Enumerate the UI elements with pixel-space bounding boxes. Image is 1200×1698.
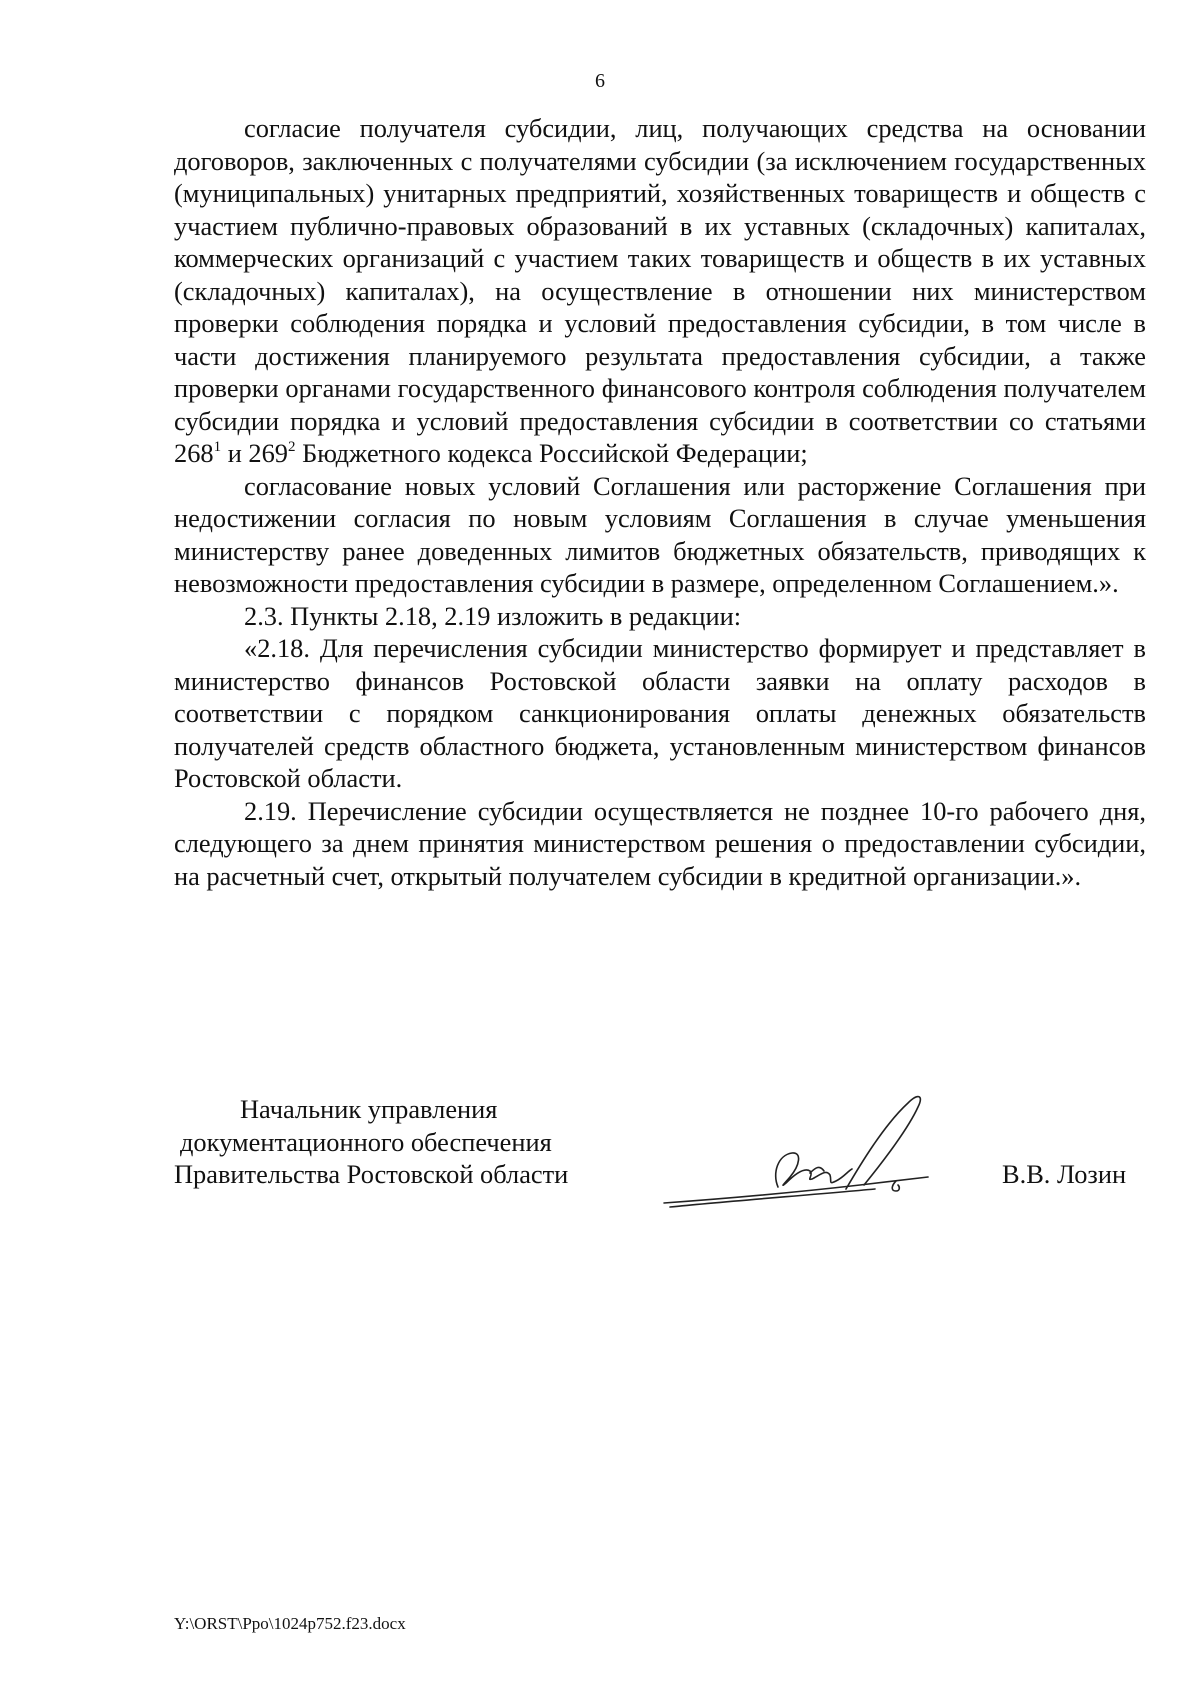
paragraph-clause-2-18: «2.18. Для перечисления субсидии министерство формирует и представляет в министерство финансов Ростовской области заявки на оплату расходов в соответствии с порядком санкционирования оплаты денежных обязательств получателей средств областного бюджета, установленным министерством финансов Ростовской области.	[174, 633, 1146, 793]
paragraph-amendment-2-3: 2.3. Пункты 2.18, 2.19 изложить в редакции:	[244, 600, 742, 631]
document-body	[174, 112, 1146, 892]
paragraph-clause-2-19: 2.19. Перечисление субсидии осуществляется не позднее 10-го рабочего дня, следующего за днем принятия министерством решения о предоставлении субсидии, на расчетный счет, открытый получателем субсидии в кредитной организации.».	[174, 795, 1146, 891]
signatory-title-line-2: документационного обеспечения	[180, 1126, 552, 1157]
signatory-title	[174, 1093, 568, 1191]
superscript-1: 1	[213, 439, 222, 455]
signatory-name: В.В. Лозин	[1002, 1159, 1127, 1189]
footer-file-path: Y:\ORST\Ppo\1024p752.f23.docx	[174, 1614, 406, 1633]
paragraph-agreement-terms: согласование новых условий Соглашения или расторжение Соглашения при недостижении согласия по новым условиям Соглашения в случае уменьшения министерству ранее доведенных лимитов бюджетных обязательств, приводящих к невозможности предоставления субсидии в размере, определенном Соглашением.».	[174, 470, 1146, 598]
superscript-2: 2	[288, 439, 296, 455]
paragraph-consent-tail: Бюджетного кодекса Российской Федерации;	[295, 438, 808, 468]
handwritten-signature	[660, 1085, 950, 1210]
paragraph-consent-mid: и 269	[221, 438, 288, 468]
paragraph-consent	[174, 112, 1146, 470]
page-number: 6	[595, 70, 605, 92]
signatory-title-line-3: Правительства Ростовской области	[174, 1159, 569, 1189]
signatory-title-line-1: Начальник управления	[240, 1094, 498, 1124]
paragraph-consent-text: согласие получателя субсидии, лиц, получающих средства на основании договоров, заключенных с получателями субсидии (за исключением государственных (муниципальных) унитарных предприятий, хозяйственных товариществ и обществ с участием публично-правовых образований в их уставных (складочных) капиталах, коммерческих организаций с участием таких товариществ и обществ в их уставных (складочных) капиталах), на осуществление в отношении них министерством проверки соблюдения порядка и условий предоставления субсидии, в том числе в части достижения планируемого результата предоставления субсидии, а также проверки органами государственного финансового контроля соблюдения получателем субсидии порядка и условий предоставления субсидии в соответствии со статьями 268	[174, 113, 1146, 468]
